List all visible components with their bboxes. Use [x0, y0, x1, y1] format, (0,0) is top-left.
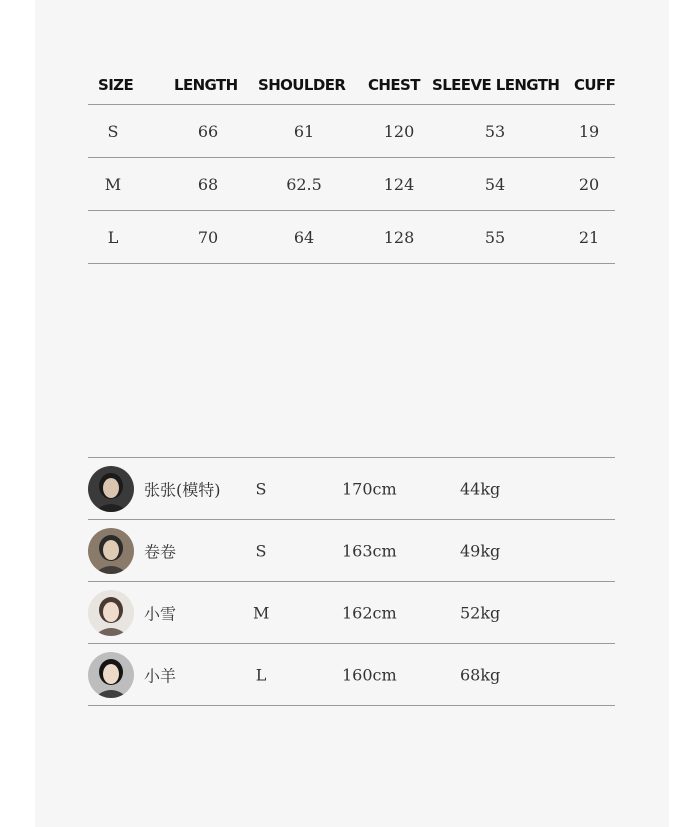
avatar: [88, 466, 134, 512]
avatar: [88, 590, 134, 636]
size-cell: 62.5: [286, 174, 322, 194]
size-cell: 120: [383, 121, 415, 141]
model-name: 卷卷: [144, 542, 177, 561]
size-cell: 20: [578, 174, 600, 194]
size-row: [88, 211, 615, 264]
model-size: S: [255, 541, 267, 560]
size-cell: 55: [484, 227, 506, 247]
size-cell: 66: [197, 121, 219, 141]
model-row: [88, 644, 615, 706]
size-row: [88, 158, 615, 211]
model-weight: 49kg: [460, 541, 501, 560]
model-row: [88, 458, 615, 520]
model-weight: 52kg: [460, 603, 501, 622]
size-chart-table: [88, 68, 615, 264]
size-cell: 21: [578, 227, 600, 247]
size-cell: 70: [197, 227, 219, 247]
header-chest: CHEST: [368, 76, 420, 94]
model-reference-table: [88, 457, 615, 706]
model-name: 小雪: [144, 604, 177, 623]
header-length: LENGTH: [174, 76, 238, 94]
size-cell: S: [107, 121, 119, 141]
size-cell: 19: [578, 121, 600, 141]
model-name: 张张(模特): [144, 480, 221, 499]
model-height: 170cm: [342, 479, 397, 498]
model-height: 160cm: [342, 665, 397, 684]
model-row: [88, 520, 615, 582]
model-name: 小羊: [144, 666, 177, 685]
header-cuff: CUFF: [574, 76, 616, 94]
size-cell: M: [104, 174, 122, 194]
avatar: [88, 528, 134, 574]
size-cell: 54: [484, 174, 506, 194]
model-row: [88, 582, 615, 644]
model-weight: 68kg: [460, 665, 501, 684]
size-cell: 61: [293, 121, 315, 141]
size-cell: 128: [383, 227, 415, 247]
header-size: SIZE: [98, 76, 134, 94]
model-height: 163cm: [342, 541, 397, 560]
size-chart-header: [88, 68, 615, 105]
avatar: [88, 652, 134, 698]
header-sleeve-length: SLEEVE LENGTH: [432, 76, 560, 94]
model-size: L: [255, 665, 267, 684]
size-cell: 64: [293, 227, 315, 247]
model-size: S: [255, 479, 267, 498]
model-height: 162cm: [342, 603, 397, 622]
size-row: [88, 105, 615, 158]
model-size: M: [253, 603, 270, 622]
size-cell: 68: [197, 174, 219, 194]
header-shoulder: SHOULDER: [258, 76, 346, 94]
model-weight: 44kg: [460, 479, 501, 498]
size-cell: L: [107, 227, 119, 247]
size-cell: 124: [383, 174, 415, 194]
size-cell: 53: [484, 121, 506, 141]
